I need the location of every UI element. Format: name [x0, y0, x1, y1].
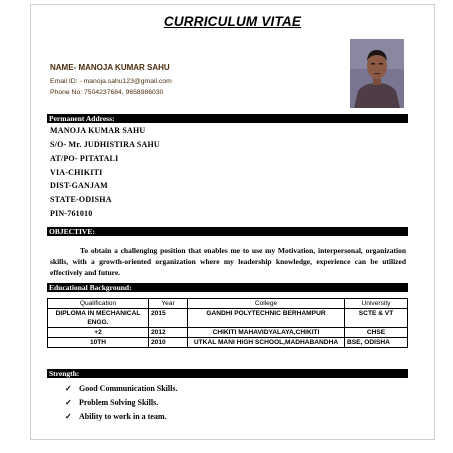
profile-photo	[350, 39, 404, 108]
table-cell: +2	[48, 328, 149, 338]
section-education: Educational Background:	[47, 283, 408, 292]
table-cell: CHSE	[345, 328, 408, 338]
check-icon: ✓	[65, 398, 72, 407]
column-header: Year	[149, 299, 188, 309]
table-cell: 10TH	[48, 338, 149, 348]
column-header: Qualification	[48, 299, 149, 309]
address-line: AT/PO- PITATALI	[50, 154, 119, 163]
column-header: College	[188, 299, 345, 309]
table-cell: 2010	[149, 338, 188, 348]
list-item: ✓ Problem Solving Skills.	[65, 398, 159, 407]
education-table	[47, 298, 408, 348]
page-title: CURRICULUM VITAE	[163, 14, 302, 29]
table-row	[48, 338, 408, 348]
table-header-row	[48, 299, 408, 309]
list-item: ✓ Good Communication Skills.	[65, 384, 178, 393]
check-icon: ✓	[65, 384, 72, 393]
section-strength: Strength:	[47, 369, 408, 378]
address-line: PIN-761010	[50, 209, 93, 218]
table-cell: BSE, ODISHA	[345, 338, 408, 348]
column-header: University	[345, 299, 408, 309]
table-cell: 2012	[149, 328, 188, 338]
objective-text: To obtain a challenging position that enables me to use my Motivation, interpersonal, organization skills, with a growth-oriented organization where my leadership knowledge, experience can be utilized effectively and future.	[50, 246, 406, 277]
section-permanent-address: Permanent Address:	[47, 114, 408, 123]
phone-text: Phone No: 7504237684, 9658986030	[50, 89, 164, 96]
table-row	[48, 328, 408, 338]
table-cell: GANDHI POLYTECHNIC BERHAMPUR	[188, 309, 345, 328]
table-cell: CHIKITI MAHAVIDYALAYA,CHIKITI	[188, 328, 345, 338]
table-row	[48, 309, 408, 328]
list-item: ✓ Ability to work in a team.	[65, 412, 167, 421]
section-objective: OBJECTIVE:	[47, 227, 408, 236]
email-text: Email ID: - manoja.sahu123@gmail.com	[50, 78, 172, 85]
table-cell: UTKAL MANI HIGH SCHOOL,MADHABANDHA	[188, 338, 345, 348]
address-line: MANOJA KUMAR SAHU	[50, 126, 146, 135]
table-cell: SCTE & VT	[345, 309, 408, 328]
address-line: STATE-ODISHA	[50, 195, 112, 204]
check-icon: ✓	[65, 412, 72, 421]
cv-page	[30, 4, 435, 440]
address-line: VIA-CHIKITI	[50, 168, 103, 177]
candidate-name: NAME- MANOJA KUMAR SAHU	[50, 63, 170, 72]
table-cell: 2015	[149, 309, 188, 328]
table-cell: DIPLOMA IN MECHANICAL ENGG.	[48, 309, 149, 328]
address-line: S/O- Mr. JUDHISTIRA SAHU	[50, 140, 160, 149]
address-line: DIST-GANJAM	[50, 181, 108, 190]
